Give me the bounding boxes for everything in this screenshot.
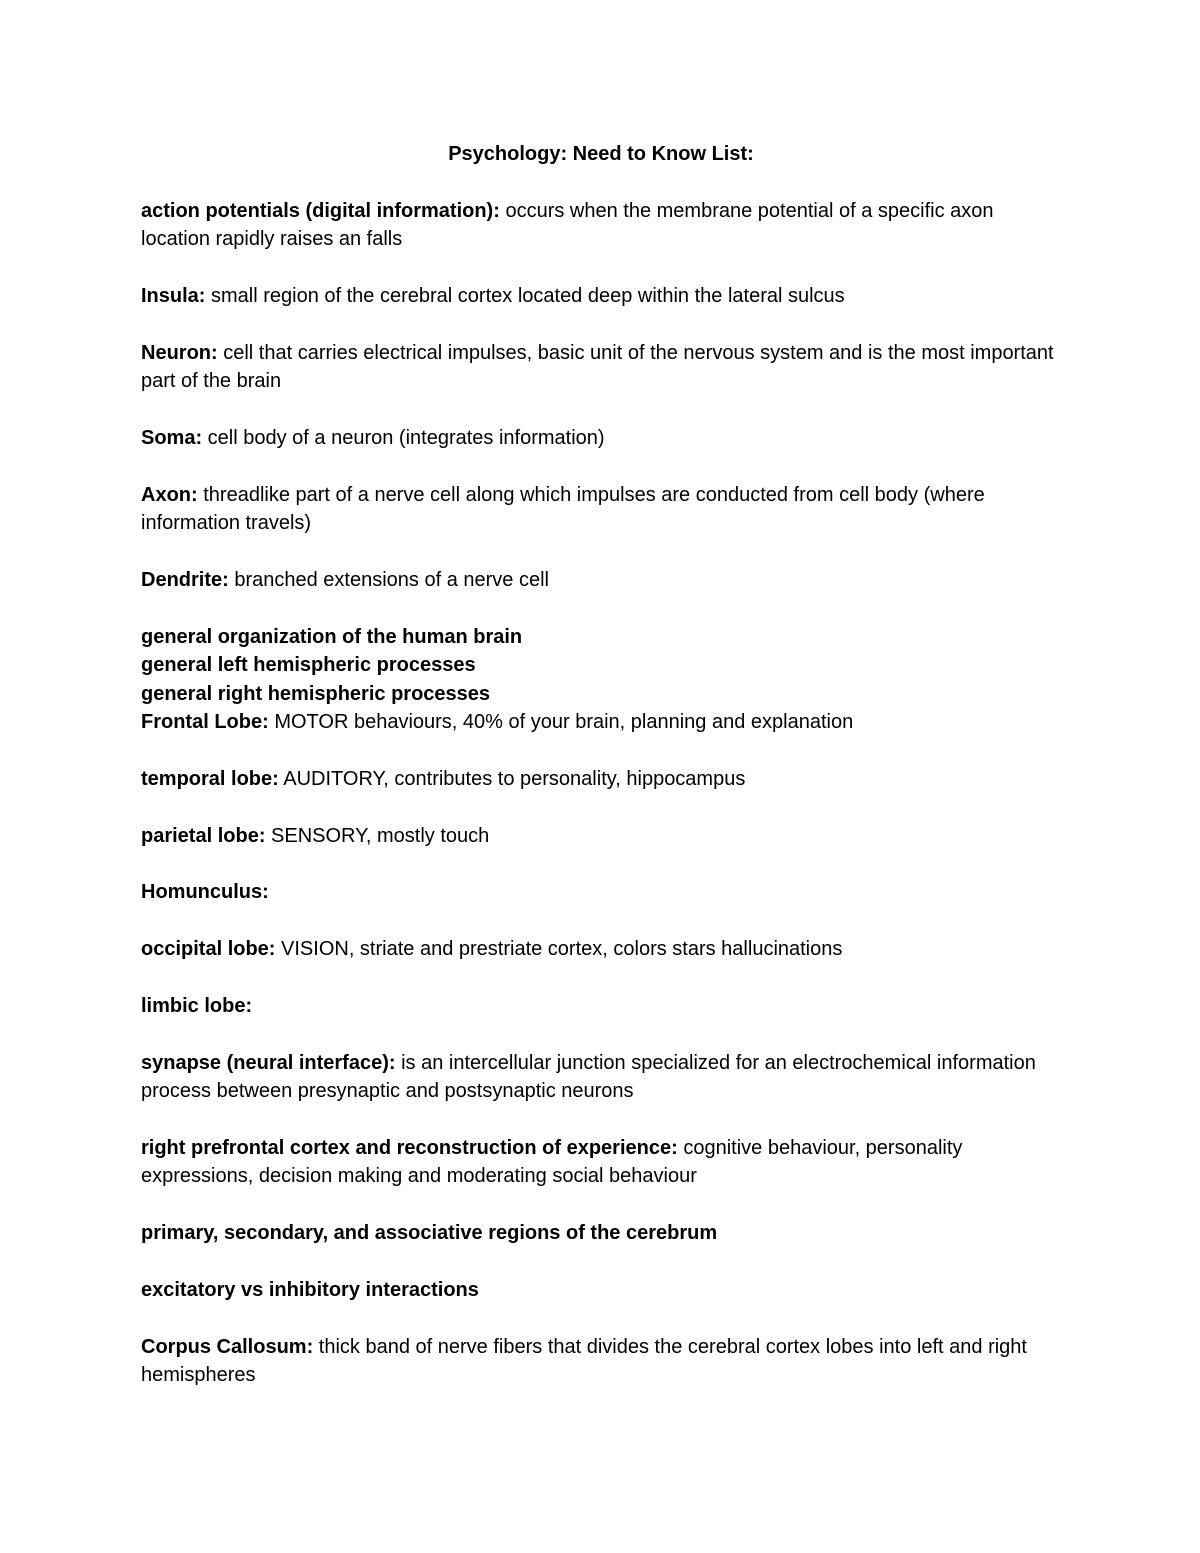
entry-axon xyxy=(141,481,1061,538)
entry-synapse xyxy=(141,1049,1061,1106)
entry-term: primary, secondary, and associative regions of the cerebrum xyxy=(141,1222,718,1245)
entry-term: general right hemispheric processes xyxy=(141,682,491,705)
entry-term: Homunculus: xyxy=(141,881,269,904)
page-title: Psychology: Need to Know List: xyxy=(448,143,754,165)
entry-definition: threadlike part of a nerve cell along which impulses are conducted from cell body (where information travels) xyxy=(141,483,985,535)
entry-term: Axon: xyxy=(141,483,198,506)
entry-term: synapse (neural interface): xyxy=(141,1051,396,1074)
entry-term: occipital lobe: xyxy=(141,938,276,961)
entry-term: excitatory vs inhibitory interactions xyxy=(141,1279,479,1301)
entry-term: parietal lobe: xyxy=(141,824,266,847)
entry-general-organization xyxy=(141,623,1061,651)
entry-term: limbic lobe: xyxy=(141,995,253,1017)
entry-definition: VISION, striate and prestriate cortex, colors stars hallucinations xyxy=(275,938,843,961)
entry-left-hemispheric xyxy=(141,651,1061,679)
entry-term: Insula: xyxy=(141,285,206,307)
entry-definition: thick band of nerve fibers that divides the cerebral cortex lobes into left and right hemispheres xyxy=(141,1335,1027,1387)
entry-definition: small region of the cerebral cortex located deep within the lateral sulcus xyxy=(205,285,845,307)
entry-frontal-lobe xyxy=(141,708,1061,736)
entry-occipital-lobe xyxy=(141,935,1061,963)
entry-limbic-lobe xyxy=(141,992,1061,1020)
entry-term: general left hemispheric processes xyxy=(141,654,476,677)
entry-term: Frontal Lobe: xyxy=(141,711,269,734)
entry-term: Neuron: xyxy=(141,341,218,364)
entry-excitatory-inhibitory xyxy=(141,1276,1061,1304)
entry-definition: AUDITORY, contributes to personality, hippocampus xyxy=(278,767,746,790)
entry-term: right prefrontal cortex and reconstruction of experience: xyxy=(141,1137,678,1159)
entry-definition: cognitive behaviour, personality expressions, decision making and moderating social behaviour xyxy=(141,1137,963,1188)
entry-homunculus xyxy=(141,878,1061,906)
entry-term: Corpus Callosum: xyxy=(141,1335,314,1358)
entry-definition: SENSORY, mostly touch xyxy=(265,824,490,847)
entry-term: general organization of the human brain xyxy=(141,625,523,648)
entry-definition: is an intercellular junction specialized for an electrochemical information process between presynaptic and postsynaptic neurons xyxy=(141,1051,1036,1103)
entry-term: Dendrite: xyxy=(141,569,229,591)
entry-definition: cell that carries electrical impulses, basic unit of the nervous system and is the most important part of the brain xyxy=(141,341,1054,393)
entry-insula xyxy=(141,282,1061,310)
entry-term: action potentials (digital information): xyxy=(141,199,500,222)
entry-definition: MOTOR behaviours, 40% of your brain, planning and explanation xyxy=(268,711,854,734)
entry-neuron xyxy=(141,339,1061,396)
entry-temporal-lobe xyxy=(141,765,1061,793)
entry-term: temporal lobe: xyxy=(141,767,279,790)
document-page xyxy=(141,140,1061,1418)
entry-definition: cell body of a neuron (integrates information) xyxy=(202,427,605,449)
entry-right-hemispheric xyxy=(141,680,1061,708)
entry-cerebrum-regions xyxy=(141,1219,1061,1247)
entry-soma xyxy=(141,424,1061,452)
entry-parietal-lobe xyxy=(141,822,1061,850)
entry-right-prefrontal-cortex xyxy=(141,1134,1061,1191)
entry-term: Soma: xyxy=(141,427,203,449)
entry-dendrite xyxy=(141,566,1061,594)
entry-corpus-callosum xyxy=(141,1333,1061,1390)
entry-action-potentials xyxy=(141,197,1061,254)
entry-definition: occurs when the membrane potential of a specific axon location rapidly raises an falls xyxy=(141,199,994,251)
entry-definition: branched extensions of a nerve cell xyxy=(228,569,549,591)
